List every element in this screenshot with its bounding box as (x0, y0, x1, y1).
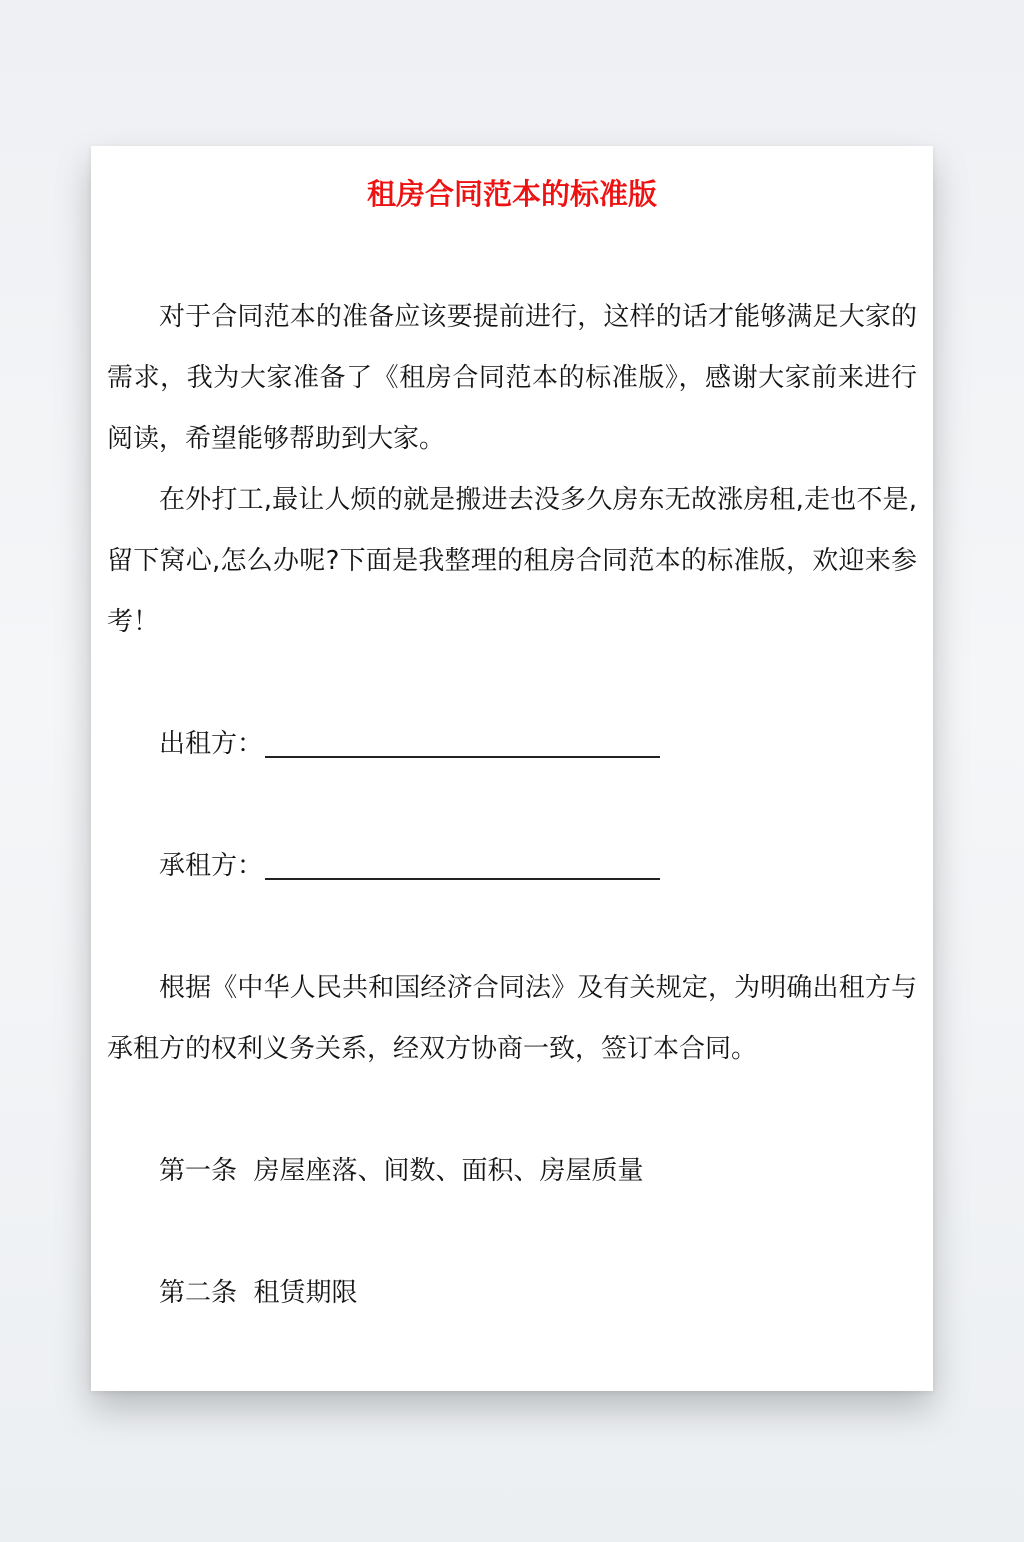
lessor-label: 出租方： (159, 729, 264, 759)
lessee-blank-line (265, 852, 660, 880)
spacer (107, 653, 917, 714)
document-body (107, 287, 917, 1324)
article-2-heading: 第二条 租赁期限 (159, 1278, 358, 1308)
spacer (107, 775, 917, 836)
lessor-field (107, 714, 917, 775)
preamble-paragraph: 根据《中华人民共和国经济合同法》及有关规定，为明确出租方与承租方的权利义务关系，经双方协商一致，签订本合同。 (107, 973, 917, 1064)
lessee-field (107, 836, 917, 897)
document-title: 租房合同范本的标准版 (366, 177, 657, 211)
intro-paragraph-1: 对于合同范本的准备应该要提前进行，这样的话才能够满足大家的需求，我为大家准备了《租房合同范本的标准版》，感谢大家前来进行阅读，希望能够帮助到大家。 (107, 302, 917, 454)
spacer (107, 1202, 917, 1263)
spacer (107, 897, 917, 958)
lessor-blank-line (265, 730, 660, 758)
article-1-heading: 第一条 房屋座落、间数、面积、房屋质量 (159, 1156, 644, 1186)
document-page (91, 146, 933, 1391)
spacer (107, 1080, 917, 1141)
intro-paragraph-2: 在外打工,最让人烦的就是搬进去没多久房东无故涨房租,走也不是,留下窝心,怎么办呢?下面是我整理的租房合同范本的标准版，欢迎来参考！ (107, 485, 917, 637)
lessee-label: 承租方： (159, 851, 264, 881)
